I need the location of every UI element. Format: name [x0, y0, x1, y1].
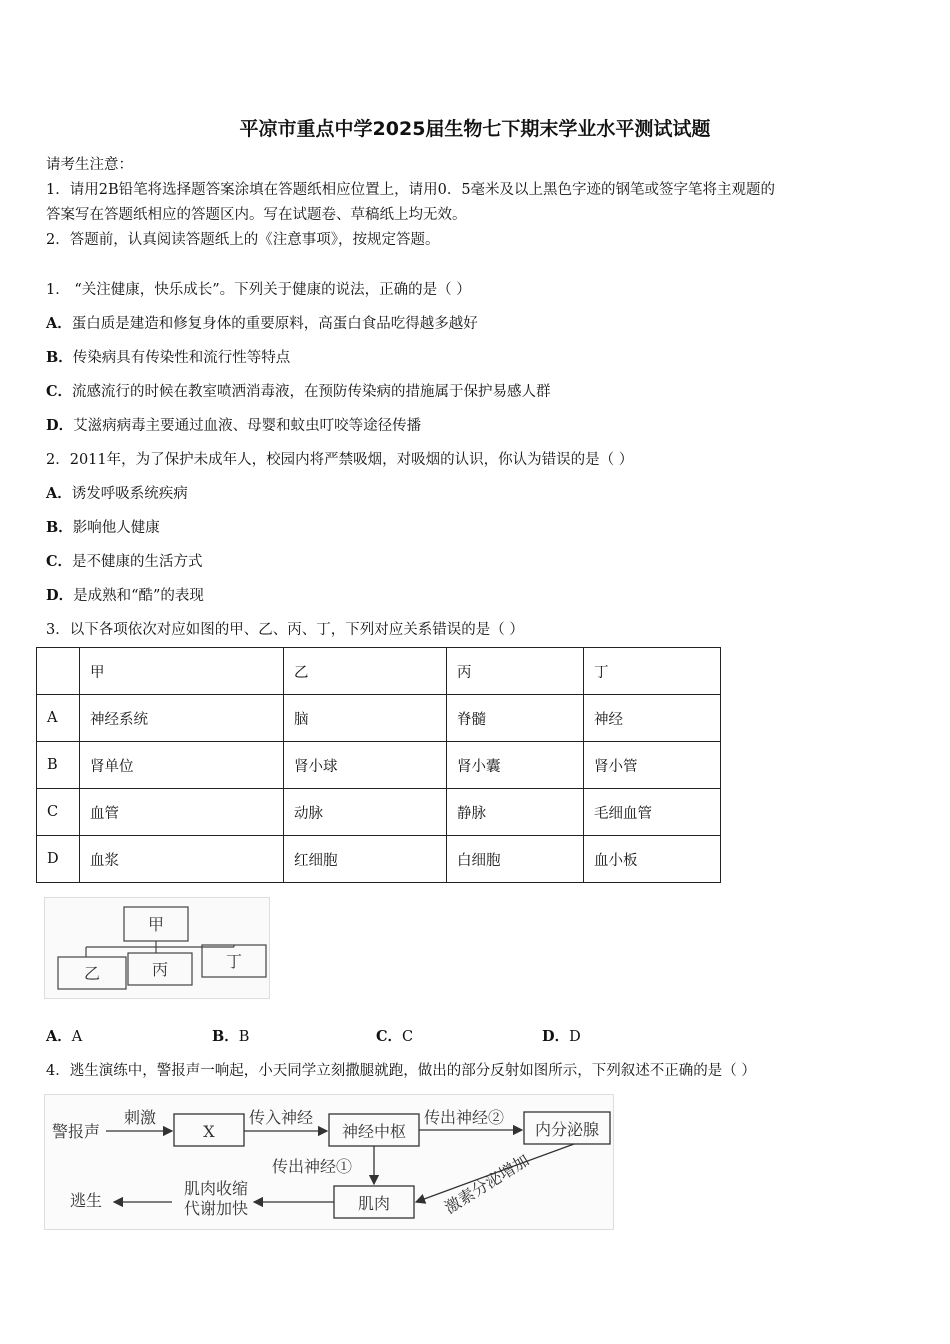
q1-option-a: [46, 312, 478, 333]
option-letter: D．: [46, 587, 74, 604]
box-gland: 内分泌腺: [534, 1120, 600, 1139]
q3-table: [36, 647, 721, 883]
page-title: 平凉市重点中学2025届生物七下期末学业水平测试试题: [239, 118, 711, 140]
notice-item-1b: 答案写在答题纸相应的答题区内。写在试题卷、草稿纸上均无效。: [46, 207, 467, 223]
option-text: 诱发呼吸系统疾病: [71, 486, 188, 502]
diagram-label-middle: 丙: [151, 960, 169, 979]
q1-stem: 1． “关注健康，快乐成长”。下列关于健康的说法，正确的是（ ）: [46, 282, 471, 298]
label-afferent: 传入神经: [249, 1108, 314, 1127]
option-letter: B．: [46, 349, 73, 366]
table-cell: 乙: [284, 648, 447, 695]
option-text: 流感流行的时候在教室喷洒消毒液，在预防传染病的措施属于保护易感人群: [72, 384, 551, 400]
table-cell: 血小板: [584, 836, 721, 883]
label-escape: 逃生: [70, 1191, 103, 1210]
option-text: A: [71, 1029, 83, 1045]
box-muscle: 肌肉: [357, 1194, 391, 1213]
label-contract-2: 代谢加快: [184, 1199, 249, 1218]
table-row: [37, 695, 721, 742]
table-cell: 脊髓: [447, 695, 584, 742]
table-cell: 丙: [447, 648, 584, 695]
option-text: 是不健康的生活方式: [72, 554, 203, 570]
option-text: 传染病具有传染性和流行性等特点: [72, 350, 291, 366]
q1-option-d: [46, 414, 421, 435]
q3-answer-a: [46, 1025, 82, 1046]
table-cell: 肾小囊: [447, 742, 584, 789]
option-letter: C．: [46, 553, 73, 570]
table-cell: D: [37, 836, 80, 883]
table-cell: 神经: [584, 695, 721, 742]
label-stimulus: 刺激: [124, 1108, 157, 1127]
label-alarm: 警报声: [52, 1122, 101, 1141]
option-letter: C．: [376, 1028, 403, 1045]
option-letter: B．: [46, 519, 73, 536]
option-text: 艾滋病病毒主要通过血液、母婴和蚊虫叮咬等途径传播: [73, 418, 422, 434]
q1-option-b: [46, 346, 290, 367]
label-hormone: 激素分泌增加: [441, 1150, 533, 1218]
table-cell: 丁: [584, 648, 721, 695]
option-text: 影响他人健康: [72, 520, 160, 536]
diagram-label-left: 乙: [83, 964, 101, 983]
option-text: C: [402, 1029, 414, 1045]
table-cell: 神经系统: [80, 695, 284, 742]
q3-hierarchy-diagram: [44, 897, 270, 999]
q2-stem: 2．2011年，为了保护未成年人，校园内将严禁吸烟，对吸烟的认识，你认为错误的是（ ）: [46, 452, 634, 468]
label-efferent-2: 传出神经②: [424, 1108, 505, 1127]
table-header-row: [37, 648, 721, 695]
q3-answer-c: [376, 1025, 413, 1046]
option-letter: A．: [46, 315, 72, 332]
table-cell: 肾小球: [284, 742, 447, 789]
table-cell: 毛细血管: [584, 789, 721, 836]
q4-reflex-diagram: [44, 1094, 614, 1230]
q3-answer-d: [542, 1025, 581, 1046]
table-cell: 脑: [284, 695, 447, 742]
table-cell: 红细胞: [284, 836, 447, 883]
diagram-label-top: 甲: [147, 915, 165, 934]
table-row: [37, 789, 721, 836]
option-text: B: [238, 1029, 250, 1045]
table-cell: 动脉: [284, 789, 447, 836]
q3-stem: 3．以下各项依次对应如图的甲、乙、丙、丁，下列对应关系错误的是（ ）: [46, 622, 524, 638]
option-letter: B．: [212, 1028, 239, 1045]
notice-item-1a: 1．请用2B铅笔将选择题答案涂填在答题纸相应位置上，请用0．5毫米及以上黑色字迹的钢笔或签字笔将主观题的: [46, 182, 776, 198]
q2-option-c: [46, 550, 203, 571]
option-letter: D．: [46, 417, 74, 434]
table-cell: 肾单位: [80, 742, 284, 789]
option-text: 是成熟和“酷”的表现: [73, 588, 204, 604]
table-cell: 白细胞: [447, 836, 584, 883]
option-letter: D．: [542, 1028, 570, 1045]
table-cell: 血管: [80, 789, 284, 836]
table-cell: 静脉: [447, 789, 584, 836]
table-row: [37, 742, 721, 789]
label-contract-1: 肌肉收缩: [184, 1179, 249, 1198]
table-row: [37, 836, 721, 883]
table-cell: 血浆: [80, 836, 284, 883]
option-letter: C．: [46, 383, 73, 400]
box-center: 神经中枢: [341, 1122, 407, 1141]
q4-stem: 4．逃生演练中，警报声一响起，小天同学立刻撒腿就跑，做出的部分反射如图所示，下列叙述不正确的是（ ）: [46, 1063, 756, 1079]
table-cell: 甲: [80, 648, 284, 695]
q2-option-b: [46, 516, 160, 537]
option-letter: A．: [46, 485, 72, 502]
table-cell: 肾小管: [584, 742, 721, 789]
q3-answer-b: [212, 1025, 249, 1046]
option-text: 蛋白质是建造和修复身体的重要原料，高蛋白食品吃得越多越好: [71, 316, 478, 332]
notice-heading: 请考生注意：: [46, 157, 133, 173]
table-cell: B: [37, 742, 80, 789]
q1-option-c: [46, 380, 551, 401]
table-cell: A: [37, 695, 80, 742]
option-text: D: [569, 1029, 581, 1045]
diagram-label-right: 丁: [225, 952, 243, 971]
box-x: X: [203, 1122, 215, 1141]
option-letter: A．: [46, 1028, 72, 1045]
q2-option-a: [46, 482, 188, 503]
label-efferent-1: 传出神经①: [272, 1157, 353, 1176]
q2-option-d: [46, 584, 204, 605]
notice-item-2: 2．答题前，认真阅读答题纸上的《注意事项》，按规定答题。: [46, 232, 440, 248]
table-cell: [37, 648, 80, 695]
table-cell: C: [37, 789, 80, 836]
